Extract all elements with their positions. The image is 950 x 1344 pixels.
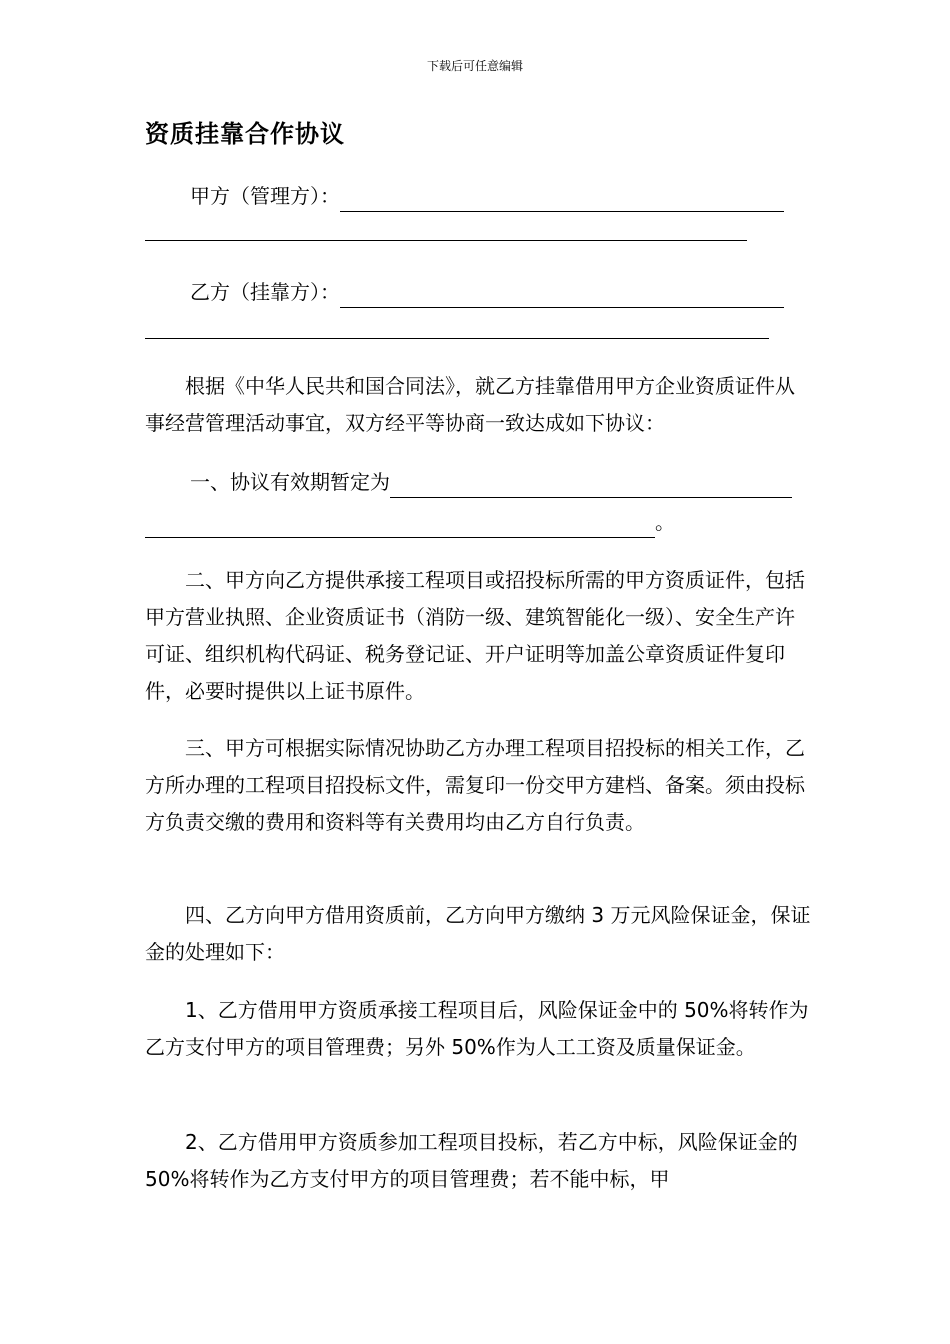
- clause-3-paragraph: [145, 730, 813, 841]
- clause-4-2-paragraph: [145, 1124, 813, 1198]
- clause-1-blank-continued: [145, 511, 655, 538]
- clause-4-1-paragraph: [145, 992, 813, 1066]
- page-header-note: 下载后可任意编辑: [426, 59, 523, 73]
- party-b-blank-continued: [145, 338, 769, 339]
- clause-4-2-text: 2、乙方借用甲方资质参加工程项目投标，若乙方中标，风险保证金的 50%将转作为乙方支付甲方的项目管理费；若不能中标，甲: [145, 1130, 798, 1191]
- clause-1-blank: [390, 471, 792, 498]
- party-a-label: 甲方（管理方）：: [190, 184, 340, 208]
- clause-4-paragraph: [145, 897, 813, 971]
- preamble-text: 根据《中华人民共和国合同法》，就乙方挂靠借用甲方企业资质证件从事经营管理活动事宜，双方经平等协商一致达成如下协议：: [145, 374, 795, 435]
- clause-2-text: 二、甲方向乙方提供承接工程项目或招投标所需的甲方资质证件，包括甲方营业执照、企业资质证书（消防一级、建筑智能化一级）、安全生产许可证、组织机构代码证、税务登记证、开户证明等加盖公章资质证件复印件，必要时提供以上证书原件。: [145, 568, 805, 703]
- clause-4-1-text: 1、乙方借用甲方资质承接工程项目后，风险保证金中的 50%将转作为乙方支付甲方的项目管理费；另外 50%作为人工工资及质量保证金。: [145, 998, 809, 1059]
- party-a-blank-continued: [145, 240, 747, 241]
- clause-2-paragraph: [145, 562, 813, 710]
- party-a-blank: [340, 185, 784, 212]
- clause-1-line-continued: [145, 506, 675, 538]
- party-b-blank: [340, 281, 784, 308]
- clause-1-line: [190, 466, 792, 498]
- party-b-line: [190, 276, 784, 308]
- party-b-label: 乙方（挂靠方）：: [190, 280, 340, 304]
- document-title: 资质挂靠合作协议: [145, 120, 345, 148]
- clause-1-label: 一、协议有效期暂定为: [190, 470, 390, 494]
- party-a-line: [190, 180, 784, 212]
- clause-3-text: 三、甲方可根据实际情况协助乙方办理工程项目招投标的相关工作，乙方所办理的工程项目招投标文件，需复印一份交甲方建档、备案。须由投标方负责交缴的费用和资料等有关费用均由乙方自行负责。: [145, 736, 805, 834]
- preamble-paragraph: [145, 368, 813, 442]
- clause-1-end: 。: [655, 510, 675, 534]
- clause-4-text: 四、乙方向甲方借用资质前，乙方向甲方缴纳 3 万元风险保证金，保证金的处理如下：: [145, 903, 811, 964]
